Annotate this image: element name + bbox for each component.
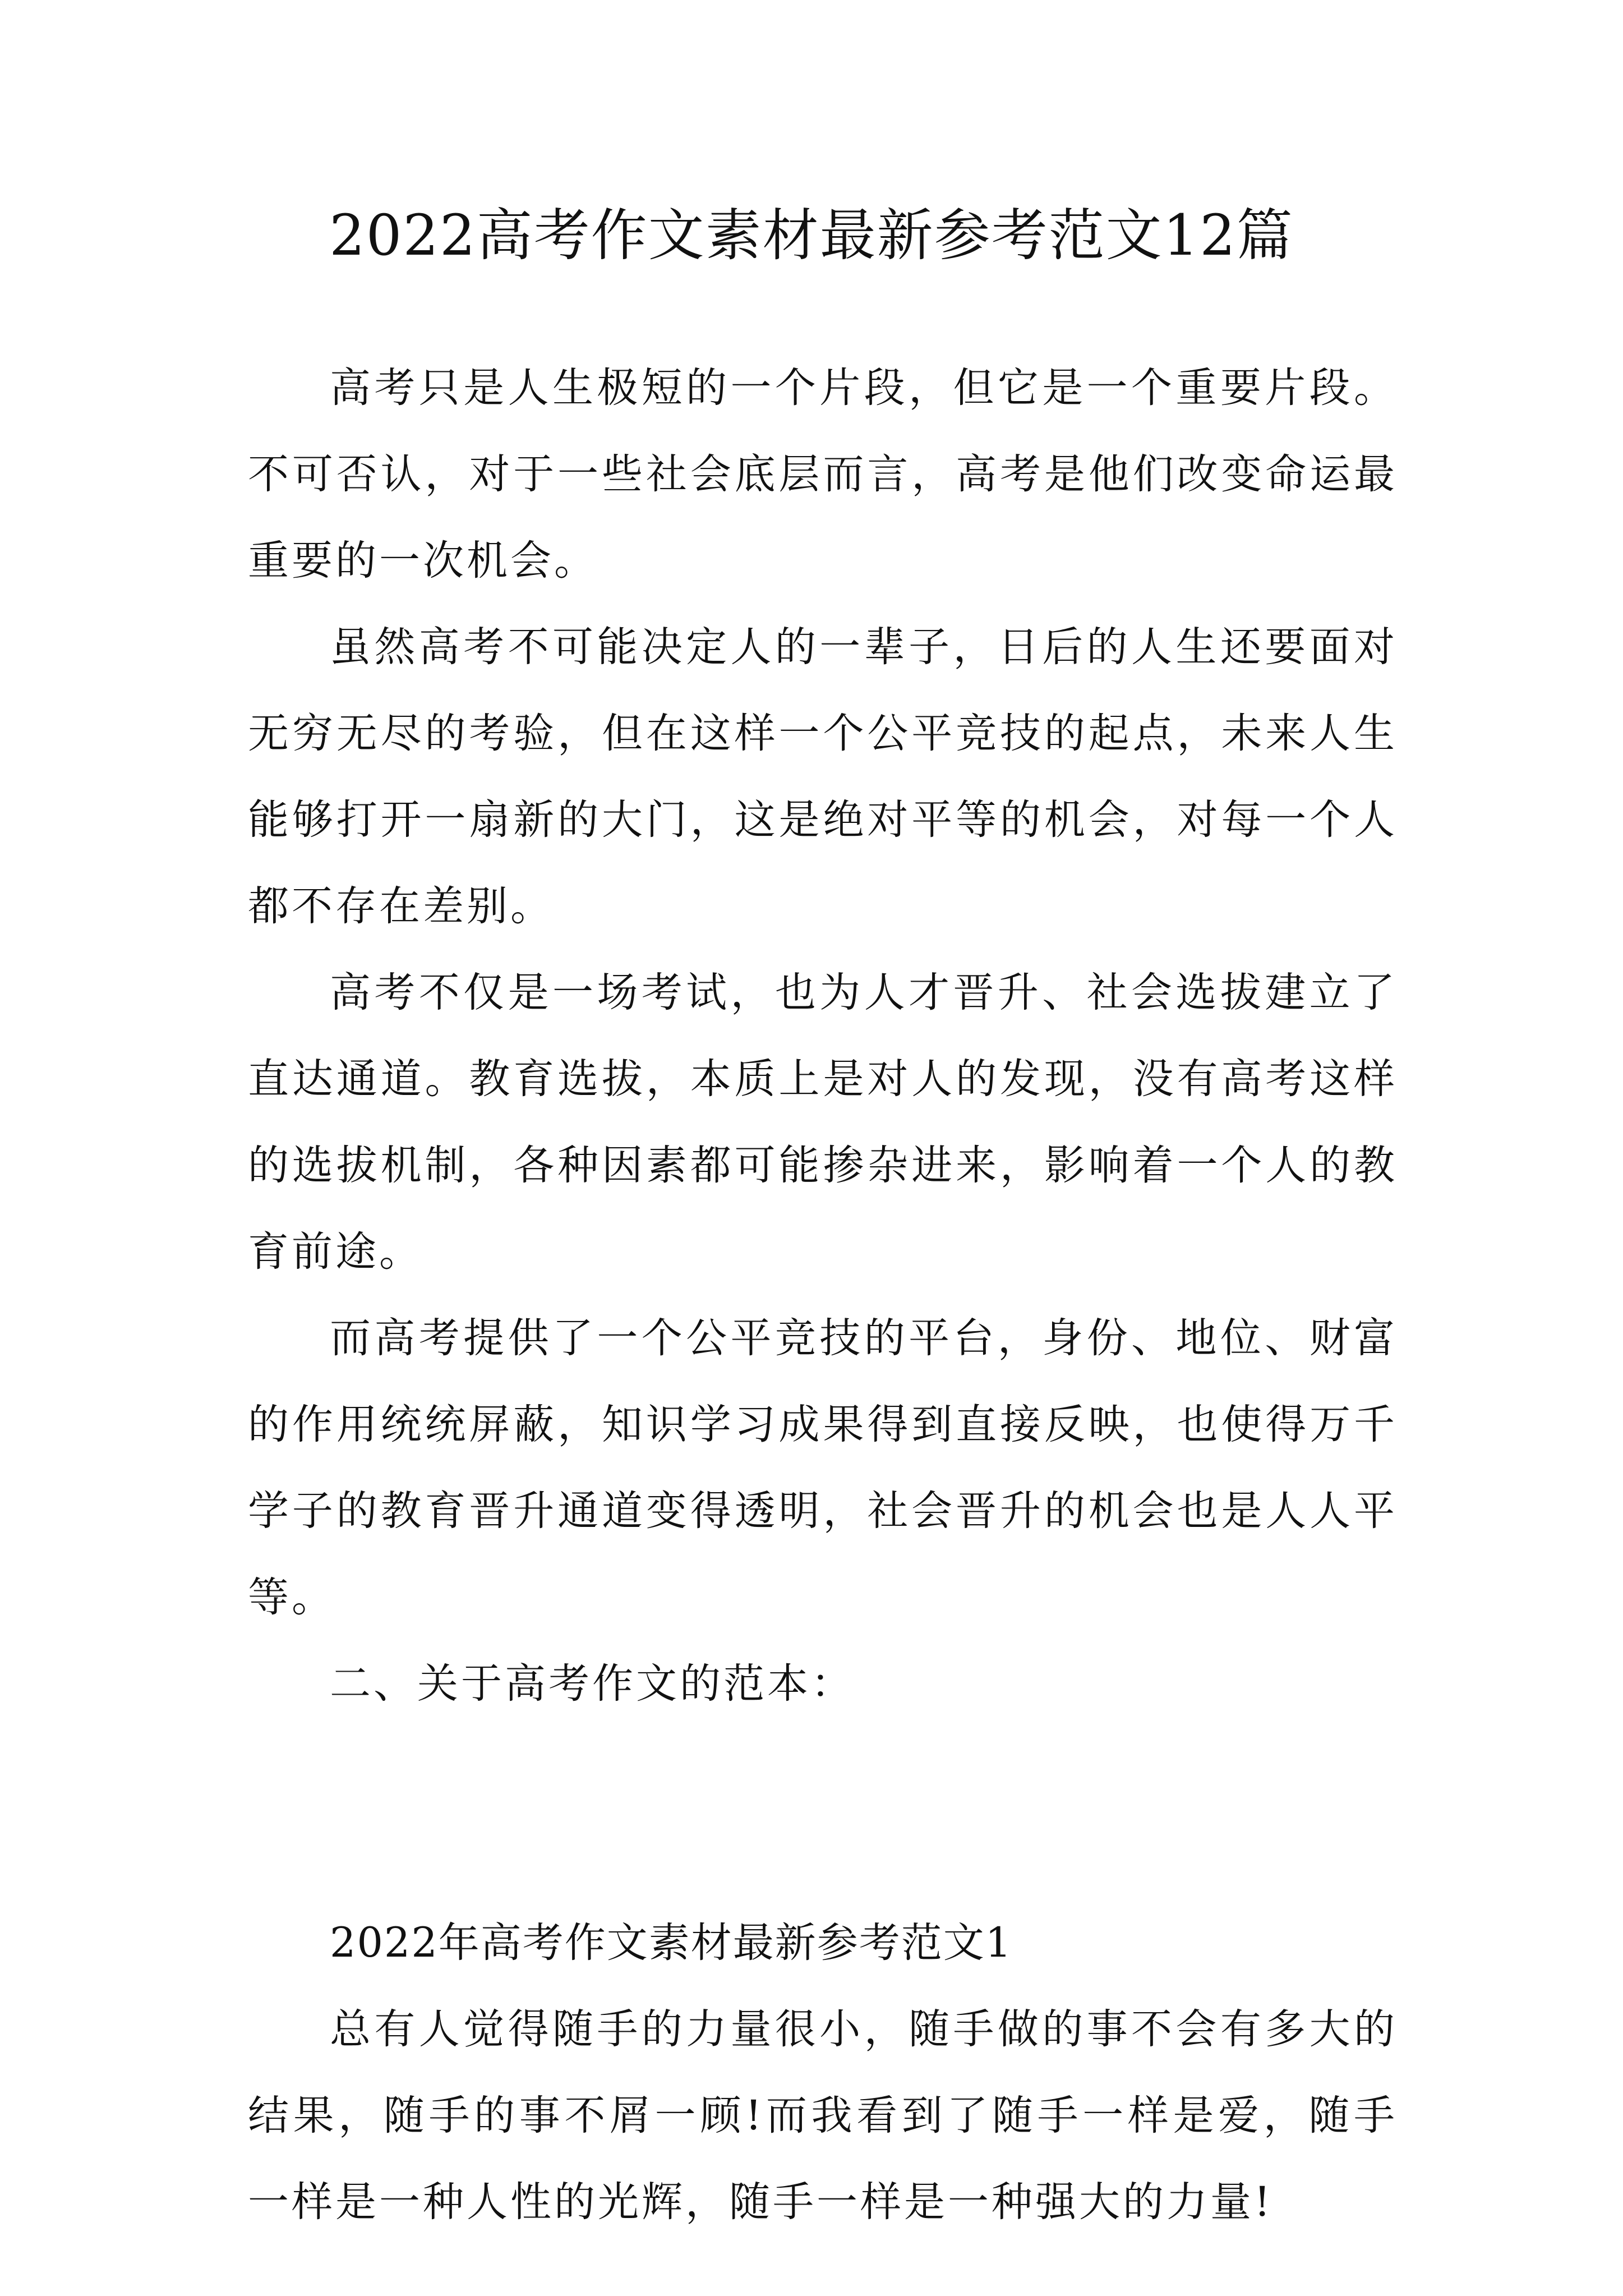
paragraph-section-intro: 二、关于高考作文的范本： — [330, 1660, 855, 1708]
paragraph: 而高考提供了一个公平竞技的平台，身份、地位、财富的作用统统屏蔽，知识学习成果得到直接反映，也使得万千学子的教育晋升通道变得透明，社会晋升的机会也是人人平等。 — [248, 1314, 1398, 1621]
blank-spacer — [248, 1727, 1398, 1900]
document-body — [248, 345, 1398, 2246]
document-title: 2022高考作文素材最新参考范文12篇 — [329, 203, 1294, 268]
section-heading: 2022年高考作文素材最新参考范文1 — [330, 1919, 1013, 1967]
paragraph: 虽然高考不可能决定人的一辈子，日后的人生还要面对无穷无尽的考验，但在这样一个公平竞技的起点，未来人生能够打开一扇新的大门，这是绝对平等的机会，对每一个人都不存在差别。 — [248, 623, 1398, 930]
paragraph: 高考不仅是一场考试，也为人才晋升、社会选拔建立了直达通道。教育选拔，本质上是对人的发现，没有高考这样的选拔机制，各种因素都可能掺杂进来，影响着一个人的教育前途。 — [248, 969, 1398, 1276]
paragraph: 高考只是人生极短的一个片段，但它是一个重要片段。不可否认，对于一些社会底层而言，高考是他们改变命运最重要的一次机会。 — [248, 364, 1398, 585]
paragraph: 总有人觉得随手的力量很小，随手做的事不会有多大的结果，随手的事不屑一顾!而我看到了随手一样是爱，随手一样是一种人性的光辉，随手一样是一种强大的力量! — [248, 2005, 1398, 2226]
